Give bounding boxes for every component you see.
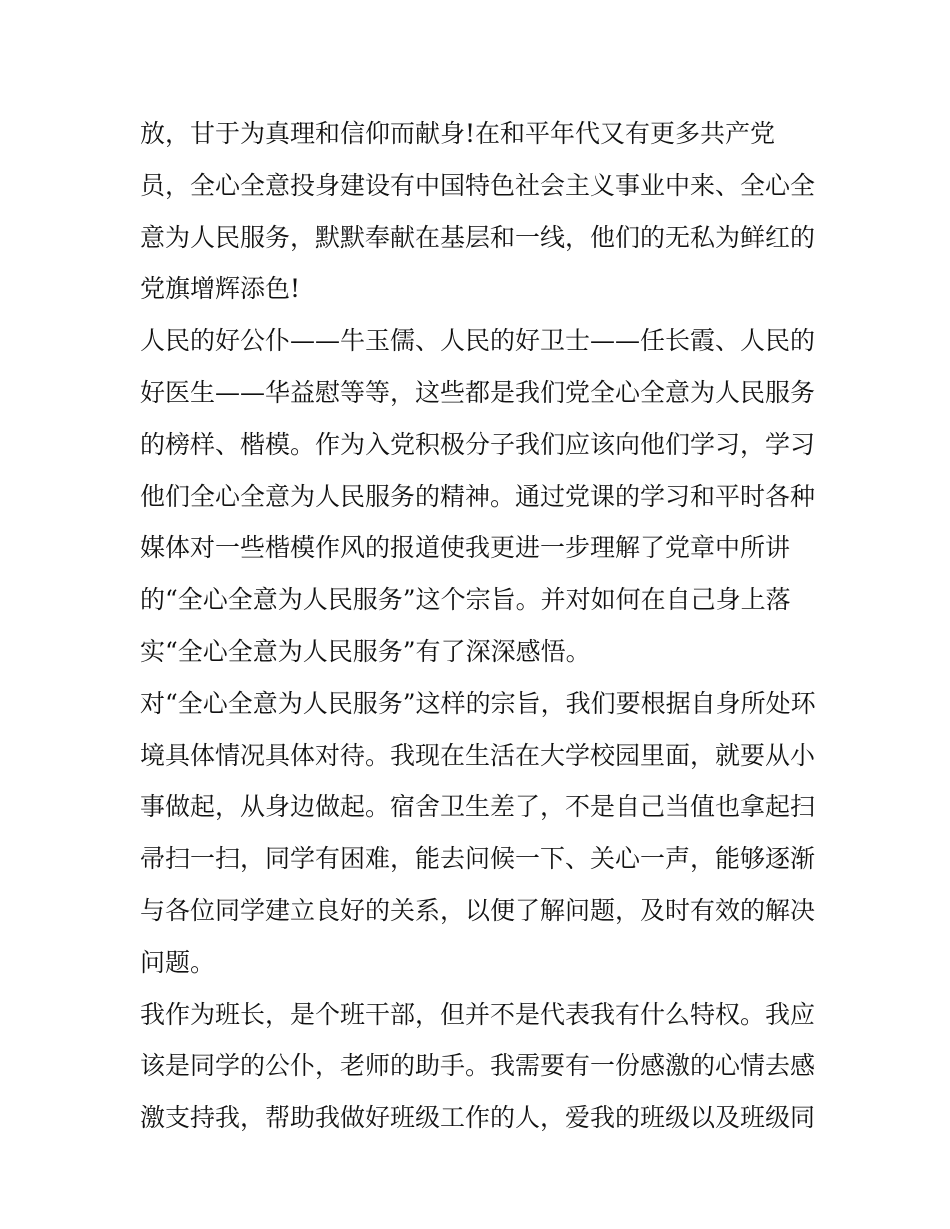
text-line: 的“全心全意为人民服务”这个宗旨。并对如何在自己身上落 bbox=[140, 585, 791, 615]
text-line: 媒体对一些楷模作风的报道使我更进一步理解了党章中所讲 bbox=[140, 533, 791, 563]
text-line: 境具体情况具体对待。我现在生活在大学校园里面，就要从小 bbox=[140, 740, 816, 770]
text-line: 我作为班长，是个班干部，但并不是代表我有什么特权。我应 bbox=[140, 999, 816, 1029]
text-line: 好医生——华益慰等等，这些都是我们党全心全意为人民服务 bbox=[140, 377, 816, 407]
body-text bbox=[140, 108, 820, 1144]
text-line: 该是同学的公仆，老师的助手。我需要有一份感激的心情去感 bbox=[140, 1051, 816, 1081]
text-line: 帚扫一扫，同学有困难，能去问候一下、关心一声，能够逐渐 bbox=[140, 844, 816, 874]
text-line: 人民的好公仆——牛玉儒、人民的好卫士——任长霞、人民的 bbox=[140, 326, 816, 356]
text-line: 与各位同学建立良好的关系，以便了解问题，及时有效的解决 bbox=[140, 895, 816, 925]
text-line: 意为人民服务，默默奉献在基层和一线，他们的无私为鲜红的 bbox=[140, 222, 816, 252]
text-line: 放，甘于为真理和信仰而献身!在和平年代又有更多共产党 bbox=[140, 119, 776, 148]
text-line: 问题。 bbox=[140, 947, 216, 977]
text-line: 激支持我，帮助我做好班级工作的人，爱我的班级以及班级同 bbox=[140, 1103, 816, 1133]
text-line: 党旗增辉添色! bbox=[140, 274, 301, 304]
text-line: 实“全心全意为人民服务”有了深深感悟。 bbox=[140, 636, 591, 666]
text-line: 对“全心全意为人民服务”这样的宗旨，我们要根据自身所处环 bbox=[140, 688, 816, 718]
text-line: 他们全心全意为人民服务的精神。通过党课的学习和平时各种 bbox=[140, 481, 816, 511]
text-line: 的榜样、楷模。作为入党积极分子我们应该向他们学习，学习 bbox=[140, 429, 816, 459]
text-line: 员，全心全意投身建设有中国特色社会主义事业中来、全心全 bbox=[140, 170, 816, 200]
text-line: 事做起，从身边做起。宿舍卫生差了，不是自己当值也拿起扫 bbox=[140, 792, 816, 822]
